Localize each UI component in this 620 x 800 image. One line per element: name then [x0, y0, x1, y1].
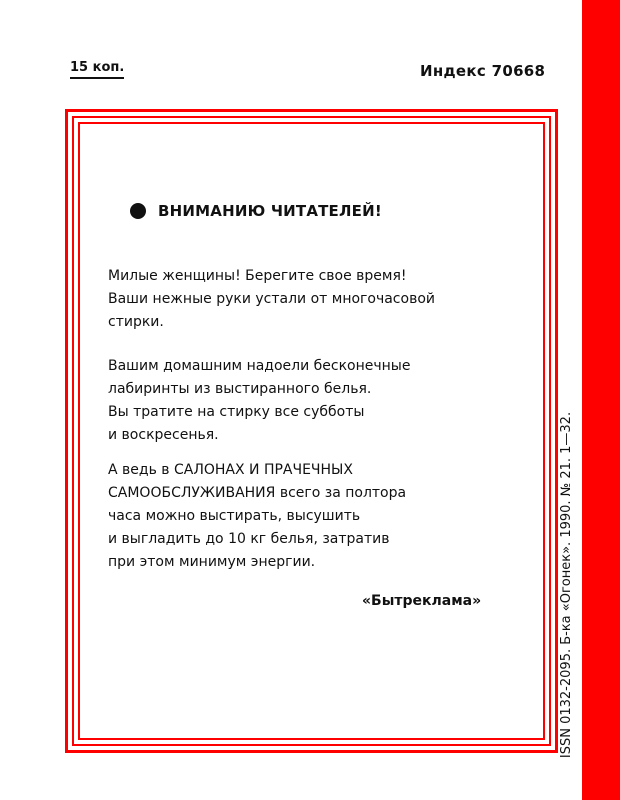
paragraph-line: Ваши нежные руки устали от многочасовой: [108, 291, 435, 307]
paragraph-line: А ведь в САЛОНАХ И ПРАЧЕЧНЫХ: [108, 462, 353, 478]
paragraph-line: стирки.: [108, 314, 164, 330]
price-label: 15 коп.: [70, 60, 124, 79]
signature: «Бытреклама»: [362, 593, 482, 609]
bullet-dot-icon: [130, 203, 146, 219]
paragraph-line: и воскресенья.: [108, 427, 219, 443]
paragraph-line: Вы тратите на стирку все субботы: [108, 404, 365, 420]
red-side-stripe: [582, 0, 620, 800]
paragraph-line: при этом минимум энергии.: [108, 554, 316, 570]
heading-text: ВНИМАНИЮ ЧИТАТЕЛЕЙ!: [158, 202, 382, 220]
paragraph-line: Вашим домашним надоели бесконечные: [108, 358, 411, 374]
paragraph-line: часа можно выстирать, высушить: [108, 508, 361, 524]
paragraph-line: САМООБСЛУЖИВАНИЯ всего за полтора: [108, 485, 407, 501]
paragraph-line: Милые женщины! Берегите свое время!: [108, 268, 407, 284]
paragraph-2: [108, 355, 410, 447]
notice-heading: [130, 202, 382, 220]
paragraph-1: [108, 265, 435, 334]
paragraph-line: и выгладить до 10 кг белья, затратив: [108, 531, 390, 547]
paragraph-line: лабиринты из выстиранного белья.: [108, 381, 372, 397]
index-label: Индекс 70668: [420, 62, 546, 80]
paragraph-3: [108, 459, 406, 574]
imprint-vertical-text: ISSN 0132-2095. Б-ка «Огонек». 1990. № 21. 1—32.: [559, 411, 574, 759]
